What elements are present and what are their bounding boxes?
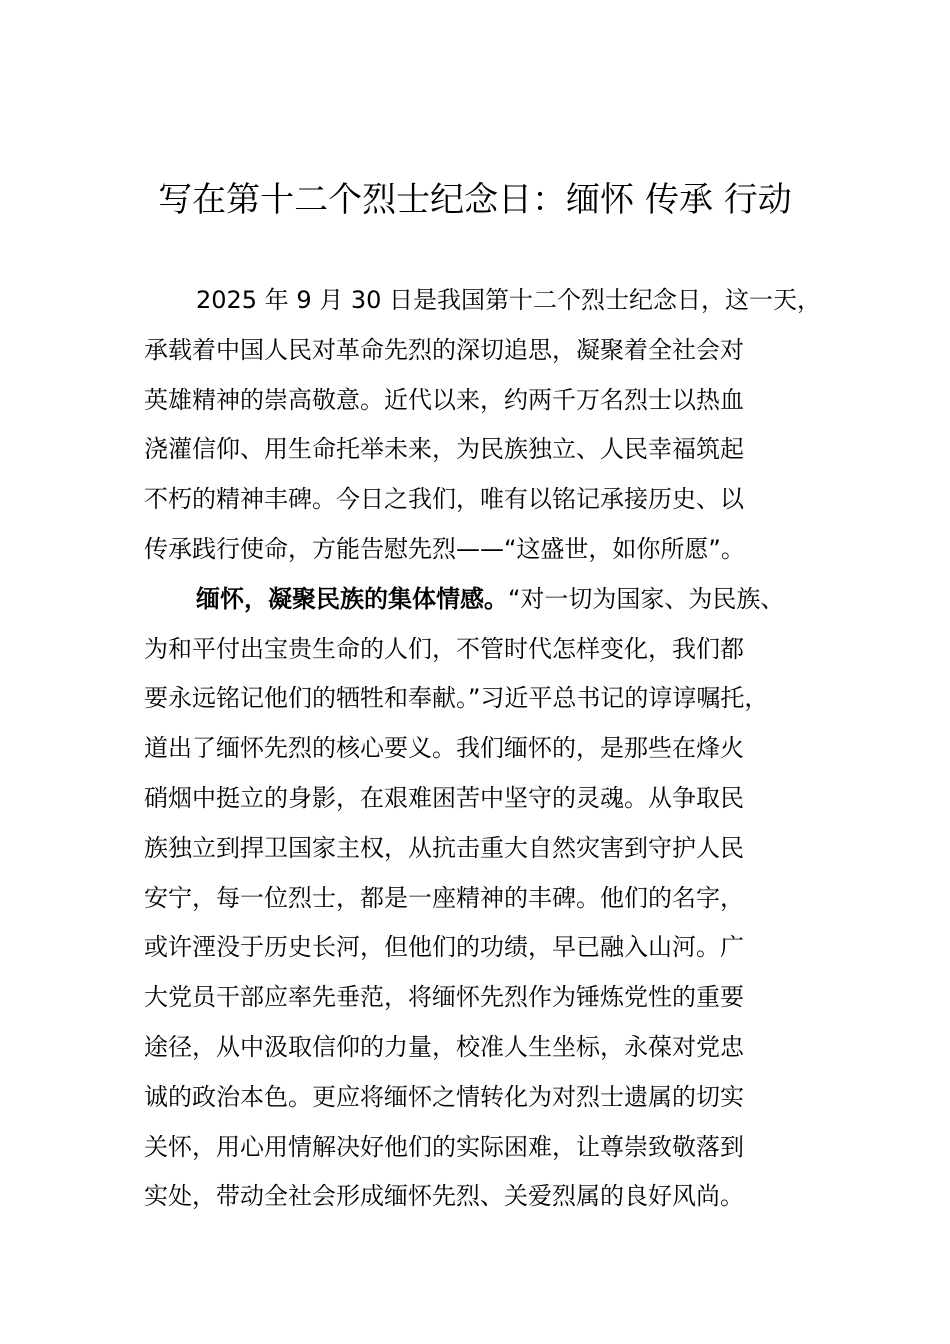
document-body bbox=[144, 276, 824, 1222]
paragraph-line: 硝烟中挺立的身影，在艰难困苦中坚守的灵魂。从争取民 bbox=[144, 783, 744, 812]
paragraph-line bbox=[144, 575, 824, 625]
paragraph-line: 2025 年 9 月 30 日是我国第十二个烈士纪念日，这一天， bbox=[196, 286, 822, 314]
document-title: 写在第十二个烈士纪念日：缅怀 传承 行动 bbox=[158, 180, 792, 220]
paragraph-line: 要永远铭记他们的牺牲和奉献。”习近平总书记的谆谆嘱托， bbox=[144, 684, 769, 713]
paragraph-line: 关怀，用心用情解决好他们的实际困难，让尊崇致敬落到 bbox=[144, 1132, 744, 1161]
paragraph-line: 不朽的精神丰碑。今日之我们，唯有以铭记承接历史、以 bbox=[144, 485, 744, 514]
paragraph-line: 诚的政治本色。更应将缅怀之情转化为对烈士遗属的切实 bbox=[144, 1082, 744, 1111]
paragraph-line: 途径，从中汲取信仰的力量，校准人生坐标，永葆对党忠 bbox=[144, 1032, 744, 1061]
paragraph-line: 承载着中国人民对革命先烈的深切追思，凝聚着全社会对 bbox=[144, 335, 744, 364]
paragraph-line: 为和平付出宝贵生命的人们，不管时代怎样变化，我们都 bbox=[144, 634, 744, 663]
paragraph-line: 族独立到捍卫国家主权，从抗击重大自然灾害到守护人民 bbox=[144, 833, 744, 862]
paragraph-line: 大党员干部应率先垂范，将缅怀先烈作为锤炼党性的重要 bbox=[144, 983, 744, 1012]
paragraph-line: 传承践行使命，方能告慰先烈——“这盛世，如你所愿”。 bbox=[144, 534, 745, 563]
paragraph-line: 浇灌信仰、用生命托举未来，为民族独立、人民幸福筑起 bbox=[144, 435, 744, 464]
paragraph-line: 或许湮没于历史长河，但他们的功绩，早已融入山河。广 bbox=[144, 933, 744, 962]
paragraph-line: 道出了缅怀先烈的核心要义。我们缅怀的，是那些在烽火 bbox=[144, 734, 744, 763]
paragraph-line: 安宁，每一位烈士，都是一座精神的丰碑。他们的名字， bbox=[144, 883, 744, 912]
section-heading: 缅怀，凝聚民族的集体情感。 bbox=[196, 584, 508, 613]
paragraph-line: 实处，带动全社会形成缅怀先烈、关爱烈属的良好风尚。 bbox=[144, 1182, 744, 1211]
paragraph-text: “对一切为国家、为民族、 bbox=[508, 584, 785, 613]
paragraph-line: 英雄精神的崇高敬意。近代以来，约两千万名烈士以热血 bbox=[144, 385, 744, 414]
